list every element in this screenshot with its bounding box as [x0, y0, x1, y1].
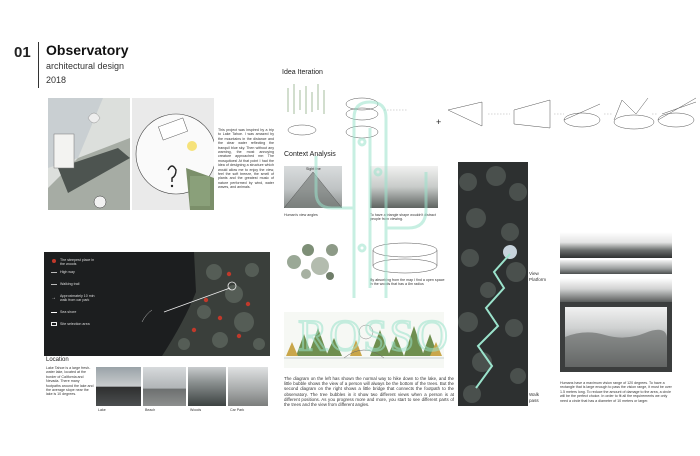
walk-pass-label: Walk pass — [529, 392, 540, 403]
header — [14, 40, 164, 94]
legend-item: High way — [60, 270, 75, 274]
legend-item: Approximately 10 min walk from car park — [60, 294, 95, 303]
beach-photo — [143, 367, 186, 406]
bottom-description: The diagram on the left has shown the normal way to hike down to the lake, and the little bubble shows the view of a person will always be the bottom of the trees. But the second diagram on the right shows a little bridge that connects the footpath to the observatory. The tree bubbles in it show two different views when a person is at different positions. As you progress more and more, you start to see different parts of the trees and the view from different angles. — [284, 376, 454, 408]
plus-sign: + — [436, 117, 442, 127]
cliff-sketch-2 — [560, 260, 672, 274]
intro-text: This project was inspired by a trip to Lake Tahoe. I was amazed by the mountains in the distance and the clear water reflecting the tranquil blue sky. Then without any warning, the most annoying creature approached me: The mosquitoes! At that point I had the idea of designing a structure which would allow me to enjoy the view, feel the soft breeze, the smell of plants and the greatest music of nature performed by wind, water waves, and animals. — [218, 128, 274, 190]
legend-line-icon — [51, 272, 57, 273]
location-heading: Location — [46, 357, 69, 363]
photo-label-beach: Beach — [145, 408, 156, 412]
legend-shore-icon — [51, 312, 57, 313]
lake-photo — [96, 367, 141, 406]
triangle-note: To have a triangle shape wouldn't distract people from viewing. — [370, 213, 436, 222]
header-divider — [38, 42, 39, 88]
aerial-site-photo — [458, 162, 528, 406]
legend-arrow-icon: → — [51, 295, 56, 301]
idea-iteration-heading: Idea Iteration — [282, 69, 323, 76]
legend-item: Walking trail — [60, 282, 80, 286]
context-analysis-heading: Context Analysis — [284, 151, 336, 158]
location-text: Lake Tahoe is a large fresh-water lake, located at the border of California and Nevada. There many footpaths around the lake and the average slope near the lake is 10 degrees. — [46, 366, 94, 397]
map-legend — [50, 258, 94, 334]
photo-label-woods: Woods — [190, 408, 202, 412]
project-year: 2018 — [46, 75, 67, 85]
project-title: Observatory — [46, 42, 129, 58]
legend-item: Site selection area — [60, 322, 90, 326]
trees-path-diagram — [284, 312, 444, 368]
legend-item: The steepest place in the woods — [60, 258, 95, 267]
landscape-sketch — [370, 166, 438, 208]
photo-label-lake: Lake — [98, 408, 106, 412]
vision-range-text: Humans have a maximum vision range of 120 degrees. To have a rectangle that is large enough to pass the vision range, it must be over 1.5 meters long. To reduce the amount of damage to the area, a circle will be the perfect choice. In order to fit all the requirements we only need a circle that has a diameter of 10 meters or larger. — [560, 381, 672, 403]
project-number: 01 — [14, 44, 31, 61]
car-park-photo — [228, 367, 268, 406]
view-angle-diagram — [284, 166, 342, 208]
cliff-sketch-3 — [560, 278, 672, 302]
view-platform-label: View Platform — [529, 271, 547, 282]
sight-line-label: Sight line — [306, 167, 321, 171]
cylinder-diagram — [370, 240, 440, 276]
photo-label-car-park: Car Park — [230, 408, 245, 412]
opening-note: By absorbing from the map I find a open space in the woods that has a 8m radius — [370, 278, 445, 287]
idea-iteration-diagram — [282, 80, 700, 146]
project-subtitle: architectural design — [46, 61, 125, 71]
legend-item: Sea shore — [60, 310, 77, 314]
human-view-label: Human's view angles — [284, 213, 318, 217]
legend-marker-icon — [52, 259, 56, 263]
legend-dash-icon — [51, 284, 57, 285]
tree-bubbles-diagram — [284, 236, 342, 282]
framed-view-sketch — [560, 302, 672, 372]
woods-photo — [188, 367, 226, 406]
concept-sketch-collage — [48, 98, 130, 210]
mosquito-sketch — [132, 98, 214, 210]
cliff-sketch-1 — [560, 232, 672, 258]
legend-site-icon — [51, 322, 57, 326]
